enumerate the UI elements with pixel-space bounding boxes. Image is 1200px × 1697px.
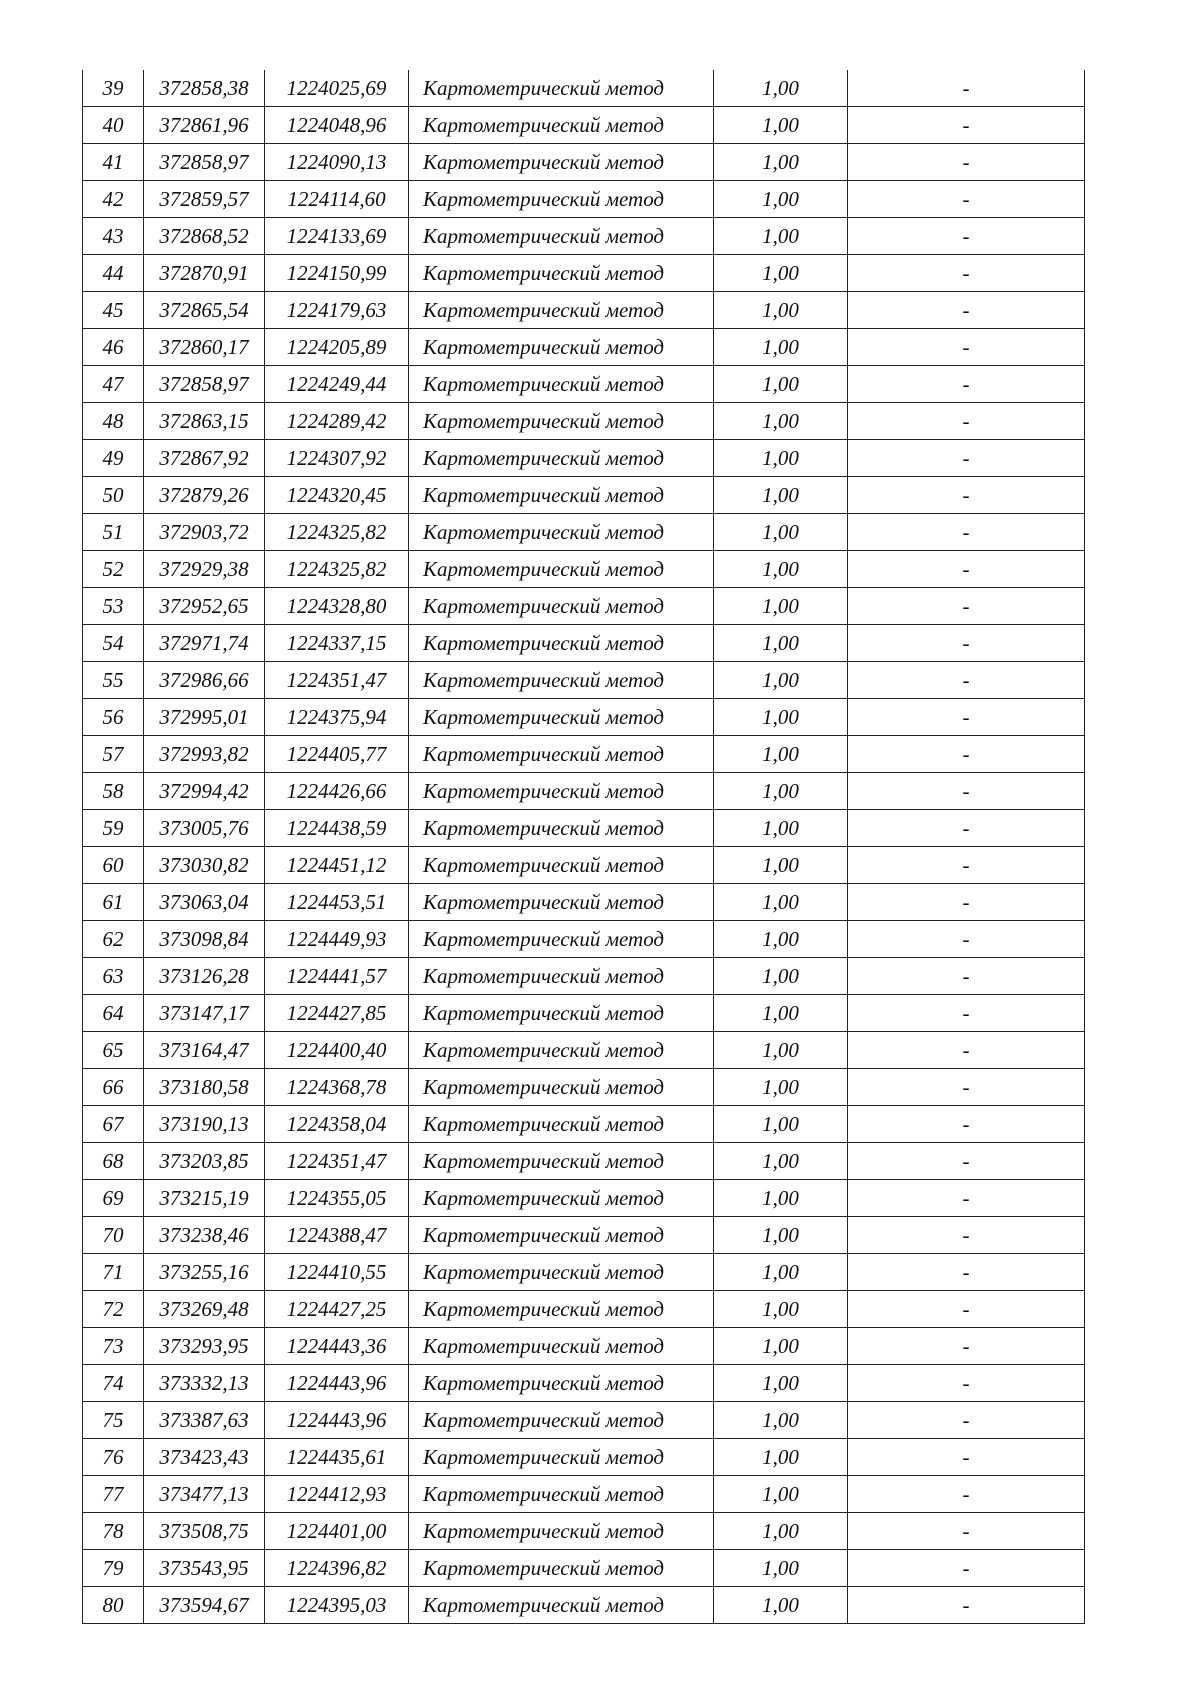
accuracy-cell: 1,00 <box>714 588 848 625</box>
point-number-cell: 55 <box>83 662 144 699</box>
description-cell: - <box>848 1291 1085 1328</box>
accuracy-cell: 1,00 <box>714 181 848 218</box>
x-coordinate-cell: 373030,82 <box>144 847 265 884</box>
x-coordinate-cell: 373098,84 <box>144 921 265 958</box>
method-cell: Картометрический метод <box>409 403 714 440</box>
description-cell: - <box>848 921 1085 958</box>
accuracy-cell: 1,00 <box>714 1143 848 1180</box>
table-row <box>83 588 1085 625</box>
accuracy-cell: 1,00 <box>714 551 848 588</box>
method-cell: Картометрический метод <box>409 699 714 736</box>
description-cell: - <box>848 1550 1085 1587</box>
accuracy-cell: 1,00 <box>714 958 848 995</box>
method-cell: Картометрический метод <box>409 736 714 773</box>
table-row <box>83 958 1085 995</box>
table-row <box>83 181 1085 218</box>
description-cell: - <box>848 1476 1085 1513</box>
description-cell: - <box>848 366 1085 403</box>
accuracy-cell: 1,00 <box>714 292 848 329</box>
y-coordinate-cell: 1224395,03 <box>265 1587 409 1624</box>
table-row <box>83 366 1085 403</box>
accuracy-cell: 1,00 <box>714 1328 848 1365</box>
description-cell: - <box>848 70 1085 107</box>
x-coordinate-cell: 372867,92 <box>144 440 265 477</box>
accuracy-cell: 1,00 <box>714 1476 848 1513</box>
coordinates-table-body <box>83 70 1085 1624</box>
method-cell: Картометрический метод <box>409 366 714 403</box>
x-coordinate-cell: 372858,97 <box>144 144 265 181</box>
x-coordinate-cell: 372860,17 <box>144 329 265 366</box>
y-coordinate-cell: 1224388,47 <box>265 1217 409 1254</box>
x-coordinate-cell: 372952,65 <box>144 588 265 625</box>
x-coordinate-cell: 372865,54 <box>144 292 265 329</box>
accuracy-cell: 1,00 <box>714 1254 848 1291</box>
point-number-cell: 46 <box>83 329 144 366</box>
method-cell: Картометрический метод <box>409 1476 714 1513</box>
point-number-cell: 61 <box>83 884 144 921</box>
description-cell: - <box>848 1587 1085 1624</box>
y-coordinate-cell: 1224150,99 <box>265 255 409 292</box>
description-cell: - <box>848 588 1085 625</box>
y-coordinate-cell: 1224025,69 <box>265 70 409 107</box>
point-number-cell: 54 <box>83 625 144 662</box>
point-number-cell: 48 <box>83 403 144 440</box>
point-number-cell: 52 <box>83 551 144 588</box>
y-coordinate-cell: 1224401,00 <box>265 1513 409 1550</box>
x-coordinate-cell: 372863,15 <box>144 403 265 440</box>
description-cell: - <box>848 699 1085 736</box>
point-number-cell: 45 <box>83 292 144 329</box>
point-number-cell: 63 <box>83 958 144 995</box>
method-cell: Картометрический метод <box>409 588 714 625</box>
x-coordinate-cell: 373543,95 <box>144 1550 265 1587</box>
accuracy-cell: 1,00 <box>714 440 848 477</box>
x-coordinate-cell: 373180,58 <box>144 1069 265 1106</box>
x-coordinate-cell: 372993,82 <box>144 736 265 773</box>
y-coordinate-cell: 1224443,96 <box>265 1402 409 1439</box>
point-number-cell: 65 <box>83 1032 144 1069</box>
accuracy-cell: 1,00 <box>714 1180 848 1217</box>
table-row <box>83 662 1085 699</box>
table-row <box>83 477 1085 514</box>
method-cell: Картометрический метод <box>409 1217 714 1254</box>
description-cell: - <box>848 477 1085 514</box>
accuracy-cell: 1,00 <box>714 329 848 366</box>
method-cell: Картометрический метод <box>409 1587 714 1624</box>
accuracy-cell: 1,00 <box>714 218 848 255</box>
method-cell: Картометрический метод <box>409 1254 714 1291</box>
description-cell: - <box>848 958 1085 995</box>
x-coordinate-cell: 372858,38 <box>144 70 265 107</box>
description-cell: - <box>848 255 1085 292</box>
description-cell: - <box>848 1106 1085 1143</box>
table-row <box>83 1402 1085 1439</box>
y-coordinate-cell: 1224358,04 <box>265 1106 409 1143</box>
method-cell: Картометрический метод <box>409 1106 714 1143</box>
point-number-cell: 74 <box>83 1365 144 1402</box>
method-cell: Картометрический метод <box>409 218 714 255</box>
y-coordinate-cell: 1224412,93 <box>265 1476 409 1513</box>
y-coordinate-cell: 1224337,15 <box>265 625 409 662</box>
point-number-cell: 79 <box>83 1550 144 1587</box>
accuracy-cell: 1,00 <box>714 144 848 181</box>
x-coordinate-cell: 372870,91 <box>144 255 265 292</box>
description-cell: - <box>848 736 1085 773</box>
table-row <box>83 255 1085 292</box>
x-coordinate-cell: 372861,96 <box>144 107 265 144</box>
table-row <box>83 884 1085 921</box>
accuracy-cell: 1,00 <box>714 773 848 810</box>
description-cell: - <box>848 995 1085 1032</box>
y-coordinate-cell: 1224451,12 <box>265 847 409 884</box>
method-cell: Картометрический метод <box>409 1069 714 1106</box>
accuracy-cell: 1,00 <box>714 699 848 736</box>
table-row <box>83 70 1085 107</box>
accuracy-cell: 1,00 <box>714 1069 848 1106</box>
description-cell: - <box>848 1365 1085 1402</box>
x-coordinate-cell: 372995,01 <box>144 699 265 736</box>
table-row <box>83 1217 1085 1254</box>
y-coordinate-cell: 1224114,60 <box>265 181 409 218</box>
accuracy-cell: 1,00 <box>714 995 848 1032</box>
description-cell: - <box>848 440 1085 477</box>
y-coordinate-cell: 1224441,57 <box>265 958 409 995</box>
accuracy-cell: 1,00 <box>714 1032 848 1069</box>
method-cell: Картометрический метод <box>409 1402 714 1439</box>
table-row <box>83 625 1085 662</box>
x-coordinate-cell: 372859,57 <box>144 181 265 218</box>
y-coordinate-cell: 1224435,61 <box>265 1439 409 1476</box>
accuracy-cell: 1,00 <box>714 1402 848 1439</box>
x-coordinate-cell: 372879,26 <box>144 477 265 514</box>
y-coordinate-cell: 1224048,96 <box>265 107 409 144</box>
point-number-cell: 58 <box>83 773 144 810</box>
accuracy-cell: 1,00 <box>714 1106 848 1143</box>
point-number-cell: 41 <box>83 144 144 181</box>
point-number-cell: 60 <box>83 847 144 884</box>
point-number-cell: 50 <box>83 477 144 514</box>
point-number-cell: 39 <box>83 70 144 107</box>
x-coordinate-cell: 372929,38 <box>144 551 265 588</box>
x-coordinate-cell: 373126,28 <box>144 958 265 995</box>
y-coordinate-cell: 1224179,63 <box>265 292 409 329</box>
table-row <box>83 1143 1085 1180</box>
method-cell: Картометрический метод <box>409 1550 714 1587</box>
y-coordinate-cell: 1224427,85 <box>265 995 409 1032</box>
accuracy-cell: 1,00 <box>714 1291 848 1328</box>
method-cell: Картометрический метод <box>409 1291 714 1328</box>
description-cell: - <box>848 1513 1085 1550</box>
description-cell: - <box>848 773 1085 810</box>
description-cell: - <box>848 181 1085 218</box>
description-cell: - <box>848 329 1085 366</box>
point-number-cell: 53 <box>83 588 144 625</box>
y-coordinate-cell: 1224351,47 <box>265 1143 409 1180</box>
y-coordinate-cell: 1224249,44 <box>265 366 409 403</box>
description-cell: - <box>848 403 1085 440</box>
x-coordinate-cell: 373238,46 <box>144 1217 265 1254</box>
x-coordinate-cell: 372994,42 <box>144 773 265 810</box>
y-coordinate-cell: 1224427,25 <box>265 1291 409 1328</box>
point-number-cell: 75 <box>83 1402 144 1439</box>
method-cell: Картометрический метод <box>409 440 714 477</box>
description-cell: - <box>848 1143 1085 1180</box>
x-coordinate-cell: 372858,97 <box>144 366 265 403</box>
table-row <box>83 514 1085 551</box>
point-number-cell: 49 <box>83 440 144 477</box>
method-cell: Картометрический метод <box>409 1439 714 1476</box>
method-cell: Картометрический метод <box>409 1513 714 1550</box>
table-row <box>83 551 1085 588</box>
x-coordinate-cell: 373332,13 <box>144 1365 265 1402</box>
point-number-cell: 77 <box>83 1476 144 1513</box>
point-number-cell: 62 <box>83 921 144 958</box>
y-coordinate-cell: 1224453,51 <box>265 884 409 921</box>
method-cell: Картометрический метод <box>409 181 714 218</box>
accuracy-cell: 1,00 <box>714 1217 848 1254</box>
point-number-cell: 76 <box>83 1439 144 1476</box>
point-number-cell: 47 <box>83 366 144 403</box>
x-coordinate-cell: 373005,76 <box>144 810 265 847</box>
point-number-cell: 44 <box>83 255 144 292</box>
y-coordinate-cell: 1224426,66 <box>265 773 409 810</box>
description-cell: - <box>848 1328 1085 1365</box>
point-number-cell: 40 <box>83 107 144 144</box>
x-coordinate-cell: 373164,47 <box>144 1032 265 1069</box>
method-cell: Картометрический метод <box>409 847 714 884</box>
x-coordinate-cell: 373215,19 <box>144 1180 265 1217</box>
accuracy-cell: 1,00 <box>714 921 848 958</box>
table-row <box>83 1254 1085 1291</box>
point-number-cell: 43 <box>83 218 144 255</box>
description-cell: - <box>848 1217 1085 1254</box>
accuracy-cell: 1,00 <box>714 1550 848 1587</box>
x-coordinate-cell: 373063,04 <box>144 884 265 921</box>
table-row <box>83 1106 1085 1143</box>
accuracy-cell: 1,00 <box>714 736 848 773</box>
table-row <box>83 1365 1085 1402</box>
method-cell: Картометрический метод <box>409 1180 714 1217</box>
accuracy-cell: 1,00 <box>714 477 848 514</box>
y-coordinate-cell: 1224355,05 <box>265 1180 409 1217</box>
point-number-cell: 70 <box>83 1217 144 1254</box>
table-row <box>83 810 1085 847</box>
point-number-cell: 51 <box>83 514 144 551</box>
table-row <box>83 773 1085 810</box>
method-cell: Картометрический метод <box>409 329 714 366</box>
point-number-cell: 68 <box>83 1143 144 1180</box>
point-number-cell: 80 <box>83 1587 144 1624</box>
x-coordinate-cell: 373594,67 <box>144 1587 265 1624</box>
y-coordinate-cell: 1224289,42 <box>265 403 409 440</box>
point-number-cell: 69 <box>83 1180 144 1217</box>
table-row <box>83 1291 1085 1328</box>
description-cell: - <box>848 1032 1085 1069</box>
description-cell: - <box>848 551 1085 588</box>
y-coordinate-cell: 1224325,82 <box>265 551 409 588</box>
accuracy-cell: 1,00 <box>714 1587 848 1624</box>
x-coordinate-cell: 373255,16 <box>144 1254 265 1291</box>
accuracy-cell: 1,00 <box>714 810 848 847</box>
accuracy-cell: 1,00 <box>714 70 848 107</box>
point-number-cell: 71 <box>83 1254 144 1291</box>
table-row <box>83 1032 1085 1069</box>
method-cell: Картометрический метод <box>409 514 714 551</box>
method-cell: Картометрический метод <box>409 1365 714 1402</box>
table-row <box>83 1069 1085 1106</box>
table-row <box>83 699 1085 736</box>
y-coordinate-cell: 1224396,82 <box>265 1550 409 1587</box>
description-cell: - <box>848 625 1085 662</box>
y-coordinate-cell: 1224410,55 <box>265 1254 409 1291</box>
table-row <box>83 1476 1085 1513</box>
coordinates-table <box>82 70 1085 1624</box>
x-coordinate-cell: 372986,66 <box>144 662 265 699</box>
y-coordinate-cell: 1224307,92 <box>265 440 409 477</box>
point-number-cell: 73 <box>83 1328 144 1365</box>
description-cell: - <box>848 884 1085 921</box>
y-coordinate-cell: 1224375,94 <box>265 699 409 736</box>
accuracy-cell: 1,00 <box>714 1513 848 1550</box>
y-coordinate-cell: 1224351,47 <box>265 662 409 699</box>
table-row <box>83 218 1085 255</box>
y-coordinate-cell: 1224443,96 <box>265 1365 409 1402</box>
table-row <box>83 440 1085 477</box>
x-coordinate-cell: 373190,13 <box>144 1106 265 1143</box>
point-number-cell: 64 <box>83 995 144 1032</box>
description-cell: - <box>848 1402 1085 1439</box>
point-number-cell: 57 <box>83 736 144 773</box>
y-coordinate-cell: 1224438,59 <box>265 810 409 847</box>
x-coordinate-cell: 372868,52 <box>144 218 265 255</box>
description-cell: - <box>848 218 1085 255</box>
y-coordinate-cell: 1224368,78 <box>265 1069 409 1106</box>
table-row <box>83 1439 1085 1476</box>
x-coordinate-cell: 373423,43 <box>144 1439 265 1476</box>
method-cell: Картометрический метод <box>409 662 714 699</box>
point-number-cell: 67 <box>83 1106 144 1143</box>
description-cell: - <box>848 1180 1085 1217</box>
y-coordinate-cell: 1224405,77 <box>265 736 409 773</box>
y-coordinate-cell: 1224320,45 <box>265 477 409 514</box>
accuracy-cell: 1,00 <box>714 403 848 440</box>
table-row <box>83 736 1085 773</box>
method-cell: Картометрический метод <box>409 144 714 181</box>
x-coordinate-cell: 373269,48 <box>144 1291 265 1328</box>
x-coordinate-cell: 372903,72 <box>144 514 265 551</box>
accuracy-cell: 1,00 <box>714 107 848 144</box>
x-coordinate-cell: 373387,63 <box>144 1402 265 1439</box>
method-cell: Картометрический метод <box>409 625 714 662</box>
method-cell: Картометрический метод <box>409 255 714 292</box>
x-coordinate-cell: 373293,95 <box>144 1328 265 1365</box>
table-row <box>83 1328 1085 1365</box>
point-number-cell: 78 <box>83 1513 144 1550</box>
table-row <box>83 292 1085 329</box>
description-cell: - <box>848 514 1085 551</box>
point-number-cell: 59 <box>83 810 144 847</box>
description-cell: - <box>848 1439 1085 1476</box>
table-row <box>83 1180 1085 1217</box>
description-cell: - <box>848 662 1085 699</box>
accuracy-cell: 1,00 <box>714 1439 848 1476</box>
description-cell: - <box>848 1254 1085 1291</box>
description-cell: - <box>848 292 1085 329</box>
accuracy-cell: 1,00 <box>714 514 848 551</box>
accuracy-cell: 1,00 <box>714 1365 848 1402</box>
accuracy-cell: 1,00 <box>714 625 848 662</box>
description-cell: - <box>848 144 1085 181</box>
accuracy-cell: 1,00 <box>714 847 848 884</box>
point-number-cell: 72 <box>83 1291 144 1328</box>
method-cell: Картометрический метод <box>409 292 714 329</box>
x-coordinate-cell: 373477,13 <box>144 1476 265 1513</box>
y-coordinate-cell: 1224205,89 <box>265 329 409 366</box>
method-cell: Картометрический метод <box>409 70 714 107</box>
x-coordinate-cell: 372971,74 <box>144 625 265 662</box>
y-coordinate-cell: 1224443,36 <box>265 1328 409 1365</box>
point-number-cell: 42 <box>83 181 144 218</box>
method-cell: Картометрический метод <box>409 1143 714 1180</box>
y-coordinate-cell: 1224449,93 <box>265 921 409 958</box>
y-coordinate-cell: 1224133,69 <box>265 218 409 255</box>
method-cell: Картометрический метод <box>409 551 714 588</box>
method-cell: Картометрический метод <box>409 477 714 514</box>
method-cell: Картометрический метод <box>409 921 714 958</box>
method-cell: Картометрический метод <box>409 995 714 1032</box>
point-number-cell: 56 <box>83 699 144 736</box>
x-coordinate-cell: 373147,17 <box>144 995 265 1032</box>
method-cell: Картометрический метод <box>409 958 714 995</box>
description-cell: - <box>848 1069 1085 1106</box>
method-cell: Картометрический метод <box>409 773 714 810</box>
method-cell: Картометрический метод <box>409 1328 714 1365</box>
accuracy-cell: 1,00 <box>714 662 848 699</box>
table-row <box>83 1513 1085 1550</box>
description-cell: - <box>848 810 1085 847</box>
description-cell: - <box>848 107 1085 144</box>
x-coordinate-cell: 373203,85 <box>144 1143 265 1180</box>
table-row <box>83 1587 1085 1624</box>
table-row <box>83 329 1085 366</box>
method-cell: Картометрический метод <box>409 107 714 144</box>
table-row <box>83 107 1085 144</box>
point-number-cell: 66 <box>83 1069 144 1106</box>
accuracy-cell: 1,00 <box>714 366 848 403</box>
description-cell: - <box>848 847 1085 884</box>
accuracy-cell: 1,00 <box>714 255 848 292</box>
y-coordinate-cell: 1224400,40 <box>265 1032 409 1069</box>
x-coordinate-cell: 373508,75 <box>144 1513 265 1550</box>
y-coordinate-cell: 1224328,80 <box>265 588 409 625</box>
table-row <box>83 144 1085 181</box>
method-cell: Картометрический метод <box>409 1032 714 1069</box>
y-coordinate-cell: 1224090,13 <box>265 144 409 181</box>
accuracy-cell: 1,00 <box>714 884 848 921</box>
y-coordinate-cell: 1224325,82 <box>265 514 409 551</box>
table-row <box>83 847 1085 884</box>
table-row <box>83 921 1085 958</box>
table-row <box>83 995 1085 1032</box>
table-row <box>83 403 1085 440</box>
method-cell: Картометрический метод <box>409 884 714 921</box>
method-cell: Картометрический метод <box>409 810 714 847</box>
table-row <box>83 1550 1085 1587</box>
